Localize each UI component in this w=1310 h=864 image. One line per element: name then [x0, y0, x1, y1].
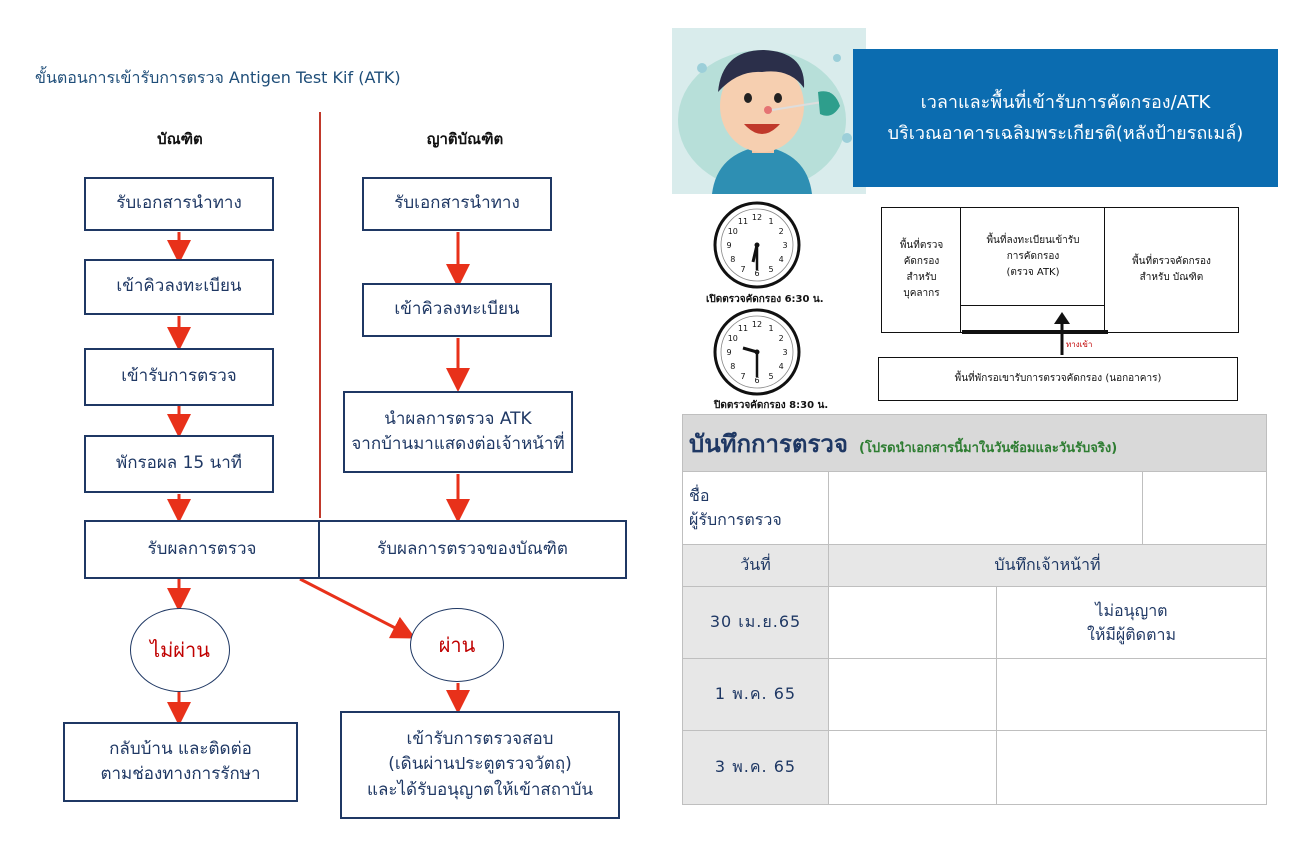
left-step-1: รับเอกสารนำทาง: [84, 177, 274, 231]
banner-line-1: เวลาและพื้นที่เข้ารับการคัดกรอง/ATK: [920, 91, 1211, 113]
date-row-2: 1 พ.ค. 65: [683, 659, 829, 731]
open-time-caption: เปิดตรวจคัดกรอง 6:30 น.: [706, 294, 824, 305]
left-step-3: เข้ารับการตรวจ: [84, 348, 274, 406]
pass-action-box: เข้ารับการตรวจสอบ (เดินผ่านประตูตรวจวัตถุ) และได้รับอนุญาตให้เข้าสถาบัน: [340, 711, 620, 819]
date-row-3: 3 พ.ค. 65: [683, 731, 829, 805]
fail-ellipse: ไม่ผ่าน: [130, 608, 230, 692]
banner-line-2: บริเวณอาคารเฉลิมพระเกียรติ(หลังป้ายรถเมล์): [887, 123, 1244, 144]
clock-numeral: 11: [737, 323, 749, 333]
record-note-1: ไม่อนุญาต ให้มีผู้ติดตาม: [997, 587, 1267, 659]
clock-numeral: 11: [737, 216, 749, 226]
graduate-column-header: บัณฑิต: [157, 130, 203, 148]
date-header: วันที่: [683, 545, 829, 587]
pass-ellipse: ผ่าน: [410, 608, 504, 682]
result-relative-box: รับผลการตรวจของบัณฑิต: [318, 520, 627, 579]
clock-numeral: 2: [778, 334, 784, 343]
clock-numeral: 5: [768, 372, 774, 382]
clock-numeral: 9: [726, 241, 732, 250]
staff-screening-area: พื้นที่ตรวจ คัดกรอง สำหรับ บุคลากร: [881, 207, 962, 333]
fail-action-box: กลับบ้าน และติดต่อ ตามช่องทางการรักษา: [63, 722, 298, 802]
record-note-3[interactable]: [997, 731, 1267, 805]
clock-numeral: 6: [754, 269, 760, 278]
close-clock-icon: [712, 307, 802, 397]
swab-test-illustration: [672, 28, 866, 194]
entrance-label: ทางเข้า: [1066, 340, 1093, 349]
arrow-to-pass: [300, 579, 405, 633]
name-field[interactable]: [829, 472, 1143, 545]
clock-numeral: 12: [751, 320, 763, 329]
screening-banner: [853, 49, 1278, 187]
right-step-3: นำผลการตรวจ ATK จากบ้านมาแสดงต่อเจ้าหน้าที่: [343, 391, 573, 473]
clock-numeral: 1: [768, 323, 774, 333]
name-label: ชื่อ ผู้รับการตรวจ: [683, 472, 829, 545]
clock-numeral: 4: [778, 362, 784, 371]
graduate-screening-area: พื้นที่ตรวจคัดกรอง สำหรับ บัณฑิต: [1104, 207, 1239, 333]
flowchart-title: ขั้นตอนการเข้ารับการตรวจ Antigen Test Kif (ATK): [35, 68, 401, 87]
record-cell-1[interactable]: [829, 587, 997, 659]
right-step-2: เข้าคิวลงทะเบียน: [362, 283, 552, 337]
name-extra-field[interactable]: [1143, 472, 1267, 545]
screening-record-table: [682, 414, 1267, 805]
waiting-area: พื้นที่พักรอเขารับการตรวจคัดกรอง (นอกอาคาร): [878, 357, 1238, 401]
record-title: บันทึกการตรวจ: [689, 429, 848, 458]
date-row-1: 30 เม.ย.65: [683, 587, 829, 659]
open-clock-icon: [712, 200, 802, 290]
record-header: [683, 415, 1267, 472]
left-step-2: เข้าคิวลงทะเบียน: [84, 259, 274, 315]
clock-numeral: 5: [768, 265, 774, 275]
clock-numeral: 3: [782, 348, 788, 357]
clock-numeral: 7: [740, 265, 746, 275]
clock-numeral: 8: [730, 362, 736, 371]
clock-numeral: 4: [778, 255, 784, 264]
clock-numeral: 3: [782, 241, 788, 250]
clock-numeral: 10: [727, 334, 738, 343]
clock-numeral: 10: [727, 227, 738, 236]
result-graduate-box: รับผลการตรวจ: [84, 520, 320, 579]
registration-area: พื้นที่ลงทะเบียนเข้ารับ การคัดกรอง (ตรวจ ATK): [960, 207, 1106, 307]
clock-numeral: 2: [778, 227, 784, 236]
clock-numeral: 12: [751, 213, 763, 222]
staff-record-header: บันทึกเจ้าหน้าที่: [829, 545, 1267, 587]
left-step-4: พักรอผล 15 นาที: [84, 435, 274, 493]
clock-numeral: 9: [726, 348, 732, 357]
clock-numeral: 7: [740, 372, 746, 382]
clock-numeral: 6: [754, 376, 760, 385]
record-note-2[interactable]: [997, 659, 1267, 731]
right-step-1: รับเอกสารนำทาง: [362, 177, 552, 231]
clock-numeral: 1: [768, 216, 774, 226]
close-time-caption: ปิดตรวจคัดกรอง 8:30 น.: [714, 400, 829, 411]
record-cell-3[interactable]: [829, 731, 997, 805]
clock-numeral: 8: [730, 255, 736, 264]
record-cell-2[interactable]: [829, 659, 997, 731]
record-subtitle: (โปรดนำเอกสารนี้มาในวันซ้อมและวันรับจริง): [859, 440, 1118, 456]
relative-column-header: ญาติบัณฑิต: [426, 130, 504, 148]
